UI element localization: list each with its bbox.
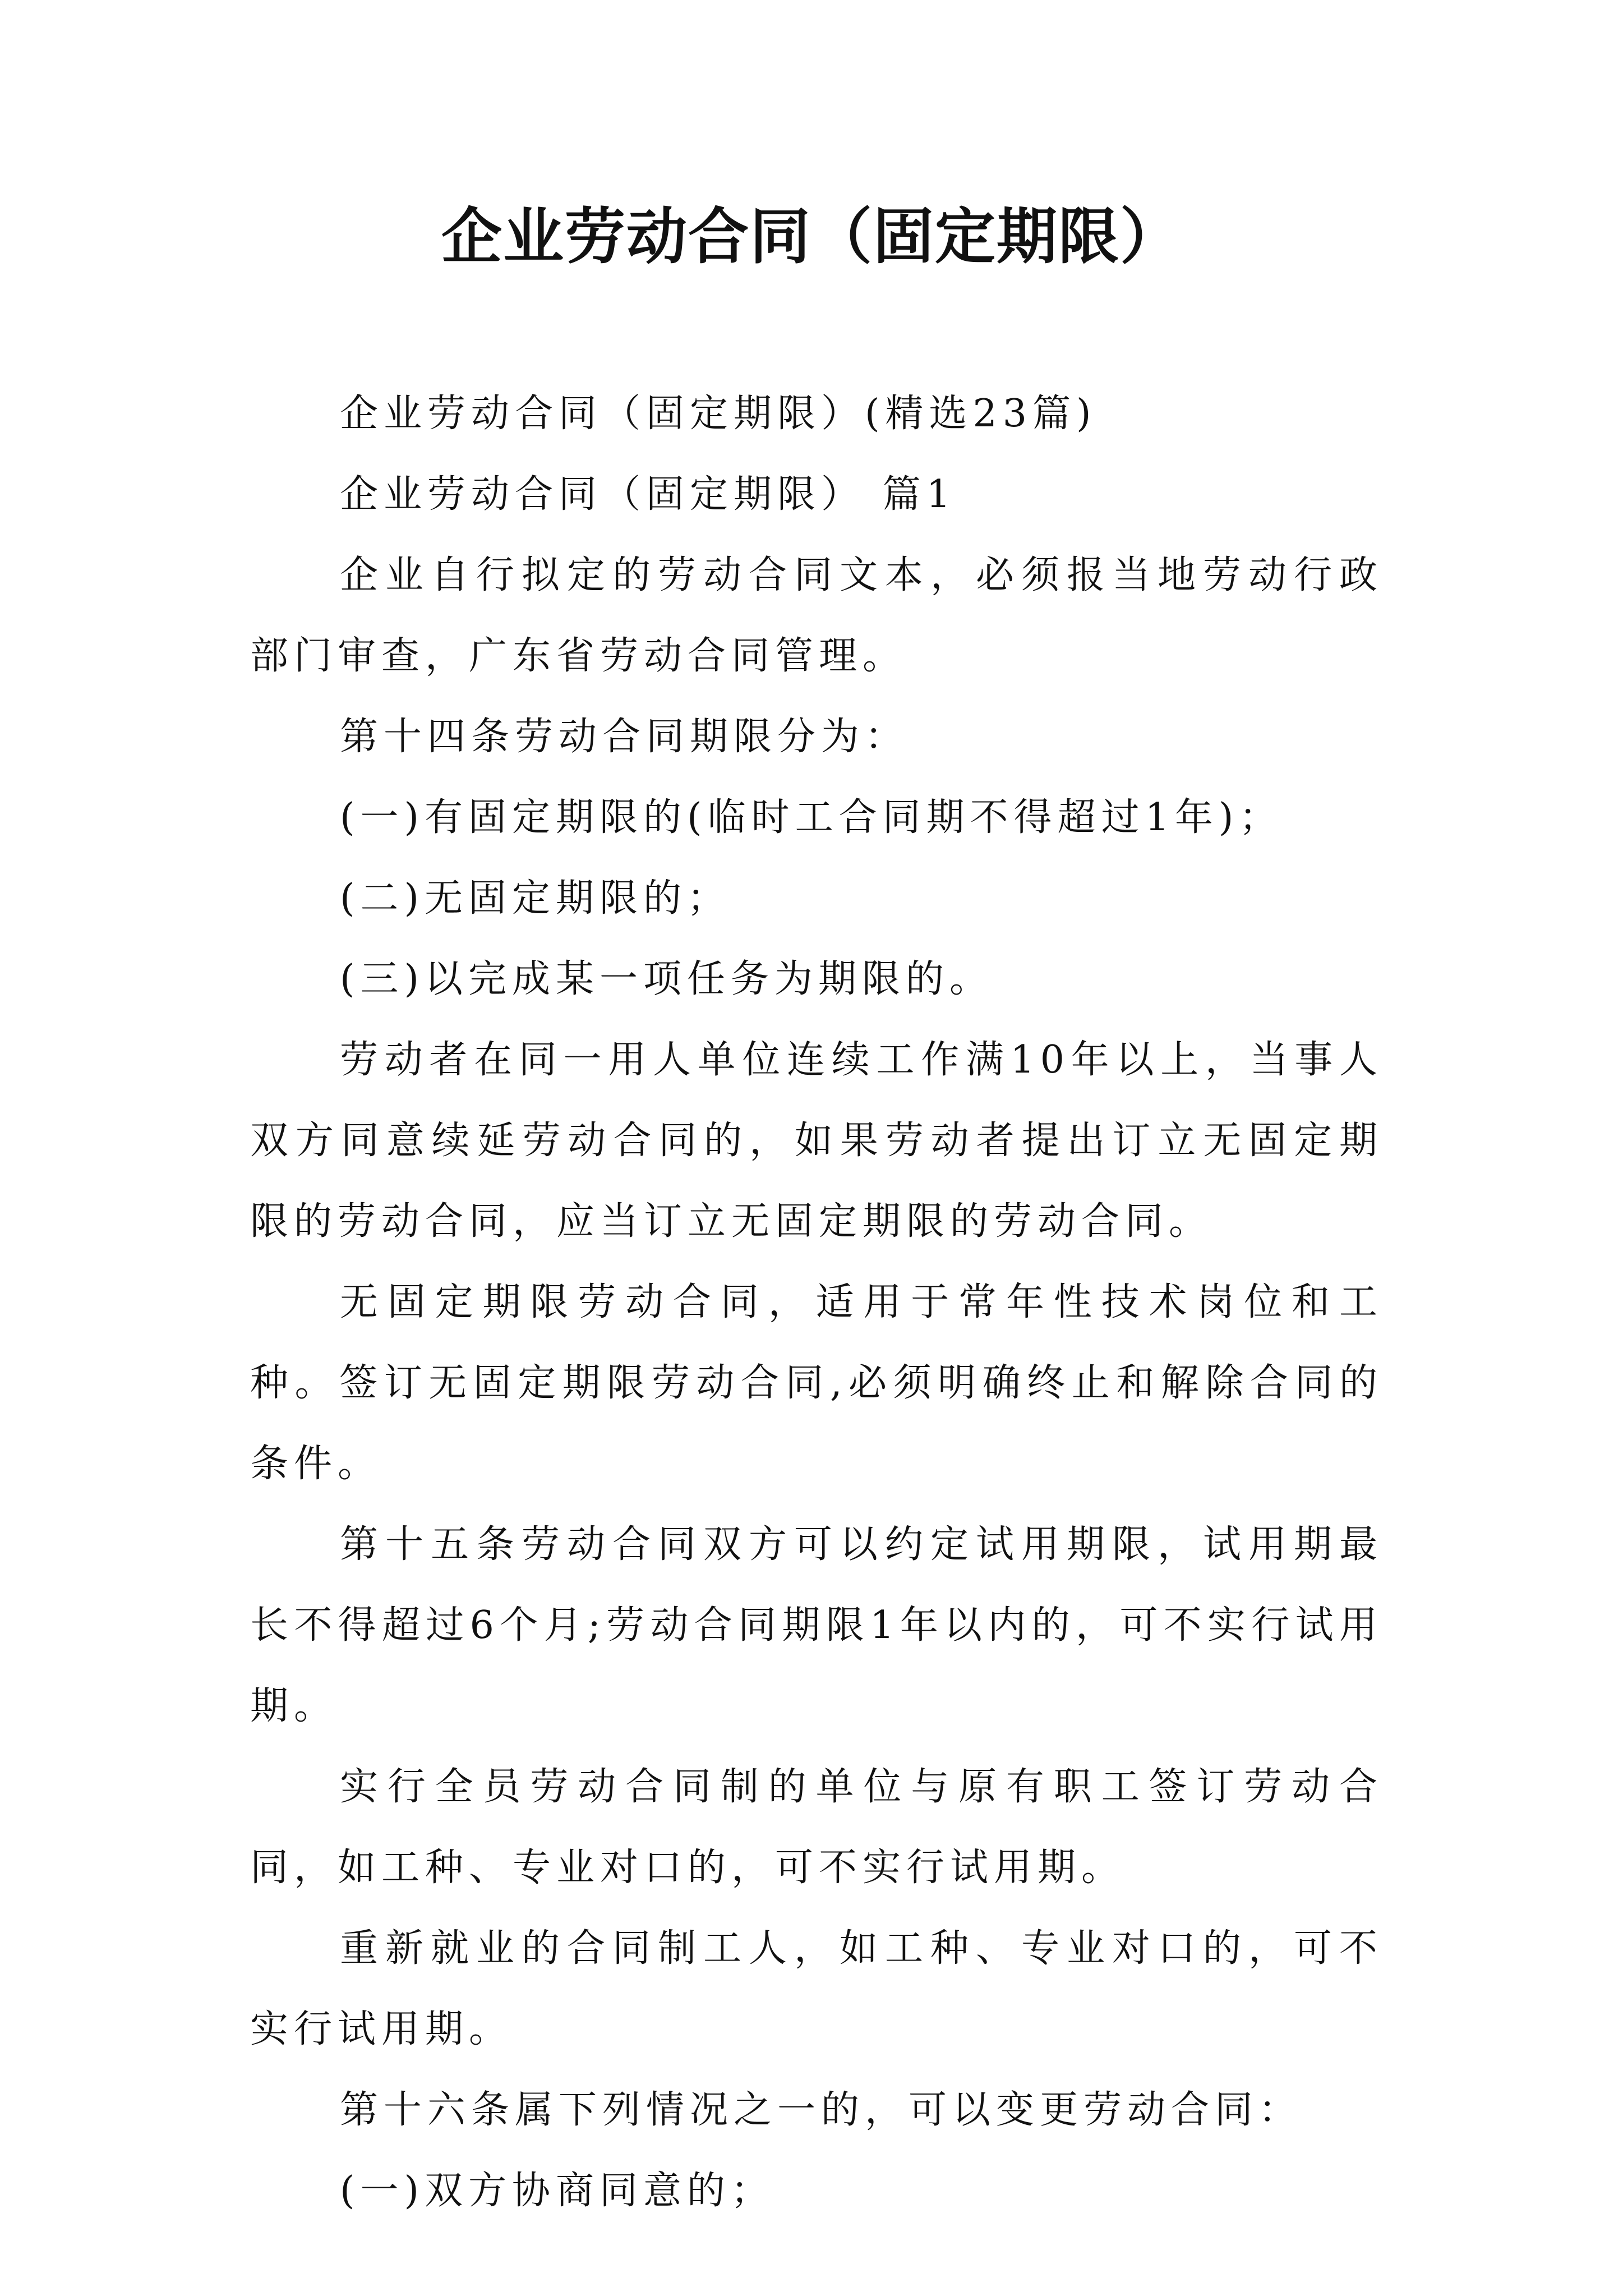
list-item: (一)双方协商同意的； bbox=[340, 2169, 775, 2213]
paragraph-section-heading: 企业劳动合同（固定期限） 篇1 bbox=[340, 472, 956, 517]
paragraph-article-15: 第十五条劳动合同双方可以约定试用期限，试用期最长不得超过6个月;劳动合同期限1年以内的，可不实行试用期。 bbox=[250, 1522, 1383, 1728]
paragraph-article-16: 第十六条属下列情况之一的，可以变更劳动合同： bbox=[340, 2088, 1303, 2132]
paragraph: 实行全员劳动合同制的单位与原有职工签订劳动合同，如工种、专业对口的，可不实行试用期。 bbox=[250, 1765, 1383, 1890]
paragraph: 重新就业的合同制工人，如工种、专业对口的，可不实行试用期。 bbox=[250, 1926, 1383, 2051]
list-item: (三)以完成某一项任务为期限的。 bbox=[340, 957, 994, 1001]
paragraph: 无固定期限劳动合同，适用于常年性技术岗位和工种。签订无固定期限劳动合同,必须明确终止和解除合同的条件。 bbox=[250, 1280, 1383, 1486]
list-item: (二)无固定期限的； bbox=[340, 876, 731, 921]
paragraph: 劳动者在同一用人单位连续工作满10年以上，当事人双方同意续延劳动合同的，如果劳动者提出订立无固定期限的劳动合同，应当订立无固定期限的劳动合同。 bbox=[250, 1038, 1383, 1244]
list-item: (一)有固定期限的(临时工合同期不得超过1年)； bbox=[340, 795, 1283, 840]
paragraph-article-14: 第十四条劳动合同期限分为： bbox=[340, 715, 909, 759]
document-title: 企业劳动合同（固定期限） bbox=[441, 201, 1182, 272]
paragraph: 企业自行拟定的劳动合同文本，必须报当地劳动行政部门审查，广东省劳动合同管理。 bbox=[250, 553, 1383, 678]
paragraph-subtitle: 企业劳动合同（固定期限）(精选23篇) bbox=[340, 392, 1097, 436]
document-body bbox=[250, 374, 1383, 2231]
